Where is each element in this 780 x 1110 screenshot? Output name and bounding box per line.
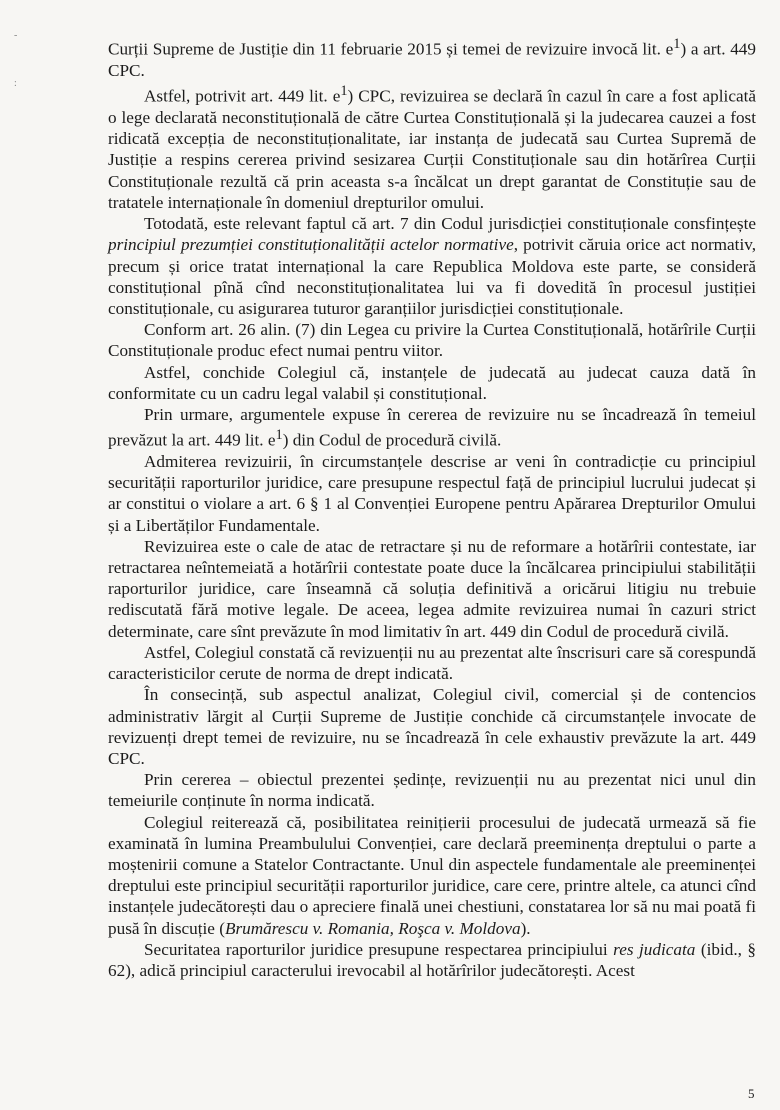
- margin-mark: :: [14, 78, 17, 89]
- paragraph: Astfel, Colegiul constată că revizuenții nu au prezentat alte înscrisuri care să corespundă caracteristicilor cerute de norma de drept indicată.: [108, 642, 756, 684]
- paragraph: Curții Supreme de Justiție din 11 februarie 2015 și temei de revizuire invocă lit. $e^1$) a art. 449 CPC.: [108, 36, 756, 80]
- paragraph: Colegiul reiterează că, posibilitatea reinițierii procesului de judecată urmează să fie examinată în lumina Preambulului Convenției, care declară preeminența dreptului o parte a moștenirii comune a Statelor Contractante. Unul din aspectele fundamentale ale preeminenței dreptului este principiul securității raporturilor juridice, care cere, printre altele, ca atunci cînd instanțele judecătorești dau o apreciere finală unei chestiuni, constatarea lor să nu mai poată fi pusă în discuție (Brumărescu v. Romania, Roşca v. Moldova).: [108, 812, 756, 938]
- paragraph: Revizuirea este o cale de atac de retractare și nu de reformare a hotărîrii contestate, iar retractarea neîntemeiată a hotărîrii contestate poate duce la încălcarea principiului stabilității raporturilor juridice, care înseamnă că soluția definitivă a oricărui litigiu nu trebuie rediscutată fără motive legale. De aceea, legea admite revizuirea numai în cazuri strict determinate, care sînt prevăzute în mod limitativ în art. 449 din Codul de procedură civilă.: [108, 536, 756, 641]
- paragraph: Admiterea revizuirii, în circumstanțele descrise ar veni în contradicție cu principiul securității raporturilor juridice, care presupune respectul față de principiul lucrului judecat și ar constitui o violare a art. 6 § 1 al Convenției Europene pentru Apărarea Drepturilor Omului și a Libertăților Fundamentale.: [108, 452, 756, 535]
- paragraph: Securitatea raporturilor juridice presupune respectarea principiului res judicata (ibid., § 62), adică principiul caracterului irevocabil al hotărîrilor judecătorești. Acest: [108, 939, 756, 980]
- document-body: [108, 34, 756, 981]
- paragraph: Astfel, conchide Colegiul că, instanțele de judecată au judecat cauza dată în conformitate cu un cadru legal valabil și constituțional.: [108, 362, 756, 403]
- paragraph: Conform art. 26 alin. (7) din Legea cu privire la Curtea Constituțională, hotărîrile Curții Constituționale produc efect numai pentru viitor.: [108, 320, 756, 361]
- paragraph: În consecință, sub aspectul analizat, Colegiul civil, comercial și de contencios administrativ lărgit al Curții Supreme de Justiție conchide că circumstanțele invocate de revizuenți drept temei de revizuire, nu se încadrează în cele exhaustiv prevăzute la art. 449 CPC.: [108, 685, 756, 768]
- page-number: 5: [748, 1086, 755, 1101]
- paragraph: Astfel, potrivit art. 449 lit. $e^1$) CPC, revizuirea se declară în cazul în care a fost aplicată o lege declarată neconstituțională de către Curtea Constituțională și la judecarea cauzei a fost ridicată excepția de neconstituționalitate, iar instanța de judecată sau Curtea Supremă de Justiție a respins cererea privind sesizarea Curții Constituționale sau din hotărîrea Curții Constituționale rezultă că prin aceasta s-a încălcat un drept garantat de Constituție sau de tratatele internaționale în domeniul drepturilor omului.: [108, 83, 756, 212]
- paragraph: Totodată, este relevant faptul că art. 7 din Codul jurisdicției constituționale consfințește principiul prezumției constituționalității actelor normative, potrivit căruia orice act normativ, precum și orice tratat internațional la care Republica Moldova este parte, se consideră constituțional pînă cînd neconstituționalitatea lui va fi dovedită în procesul justiției constituționale, cu asigurarea tuturor garanțiilor jurisdicției constituționale.: [108, 214, 756, 318]
- margin-mark: -: [14, 30, 18, 41]
- paragraph: Prin cererea – obiectul prezentei ședințe, revizuenții nu au prezentat nici unul din temeiurile conținute în norma indicată.: [108, 770, 756, 811]
- paragraph: Prin urmare, argumentele expuse în cererea de revizuire nu se încadrează în temeiul prevăzut la art. 449 lit. $e^1$) din Codul de procedură civilă.: [108, 404, 756, 450]
